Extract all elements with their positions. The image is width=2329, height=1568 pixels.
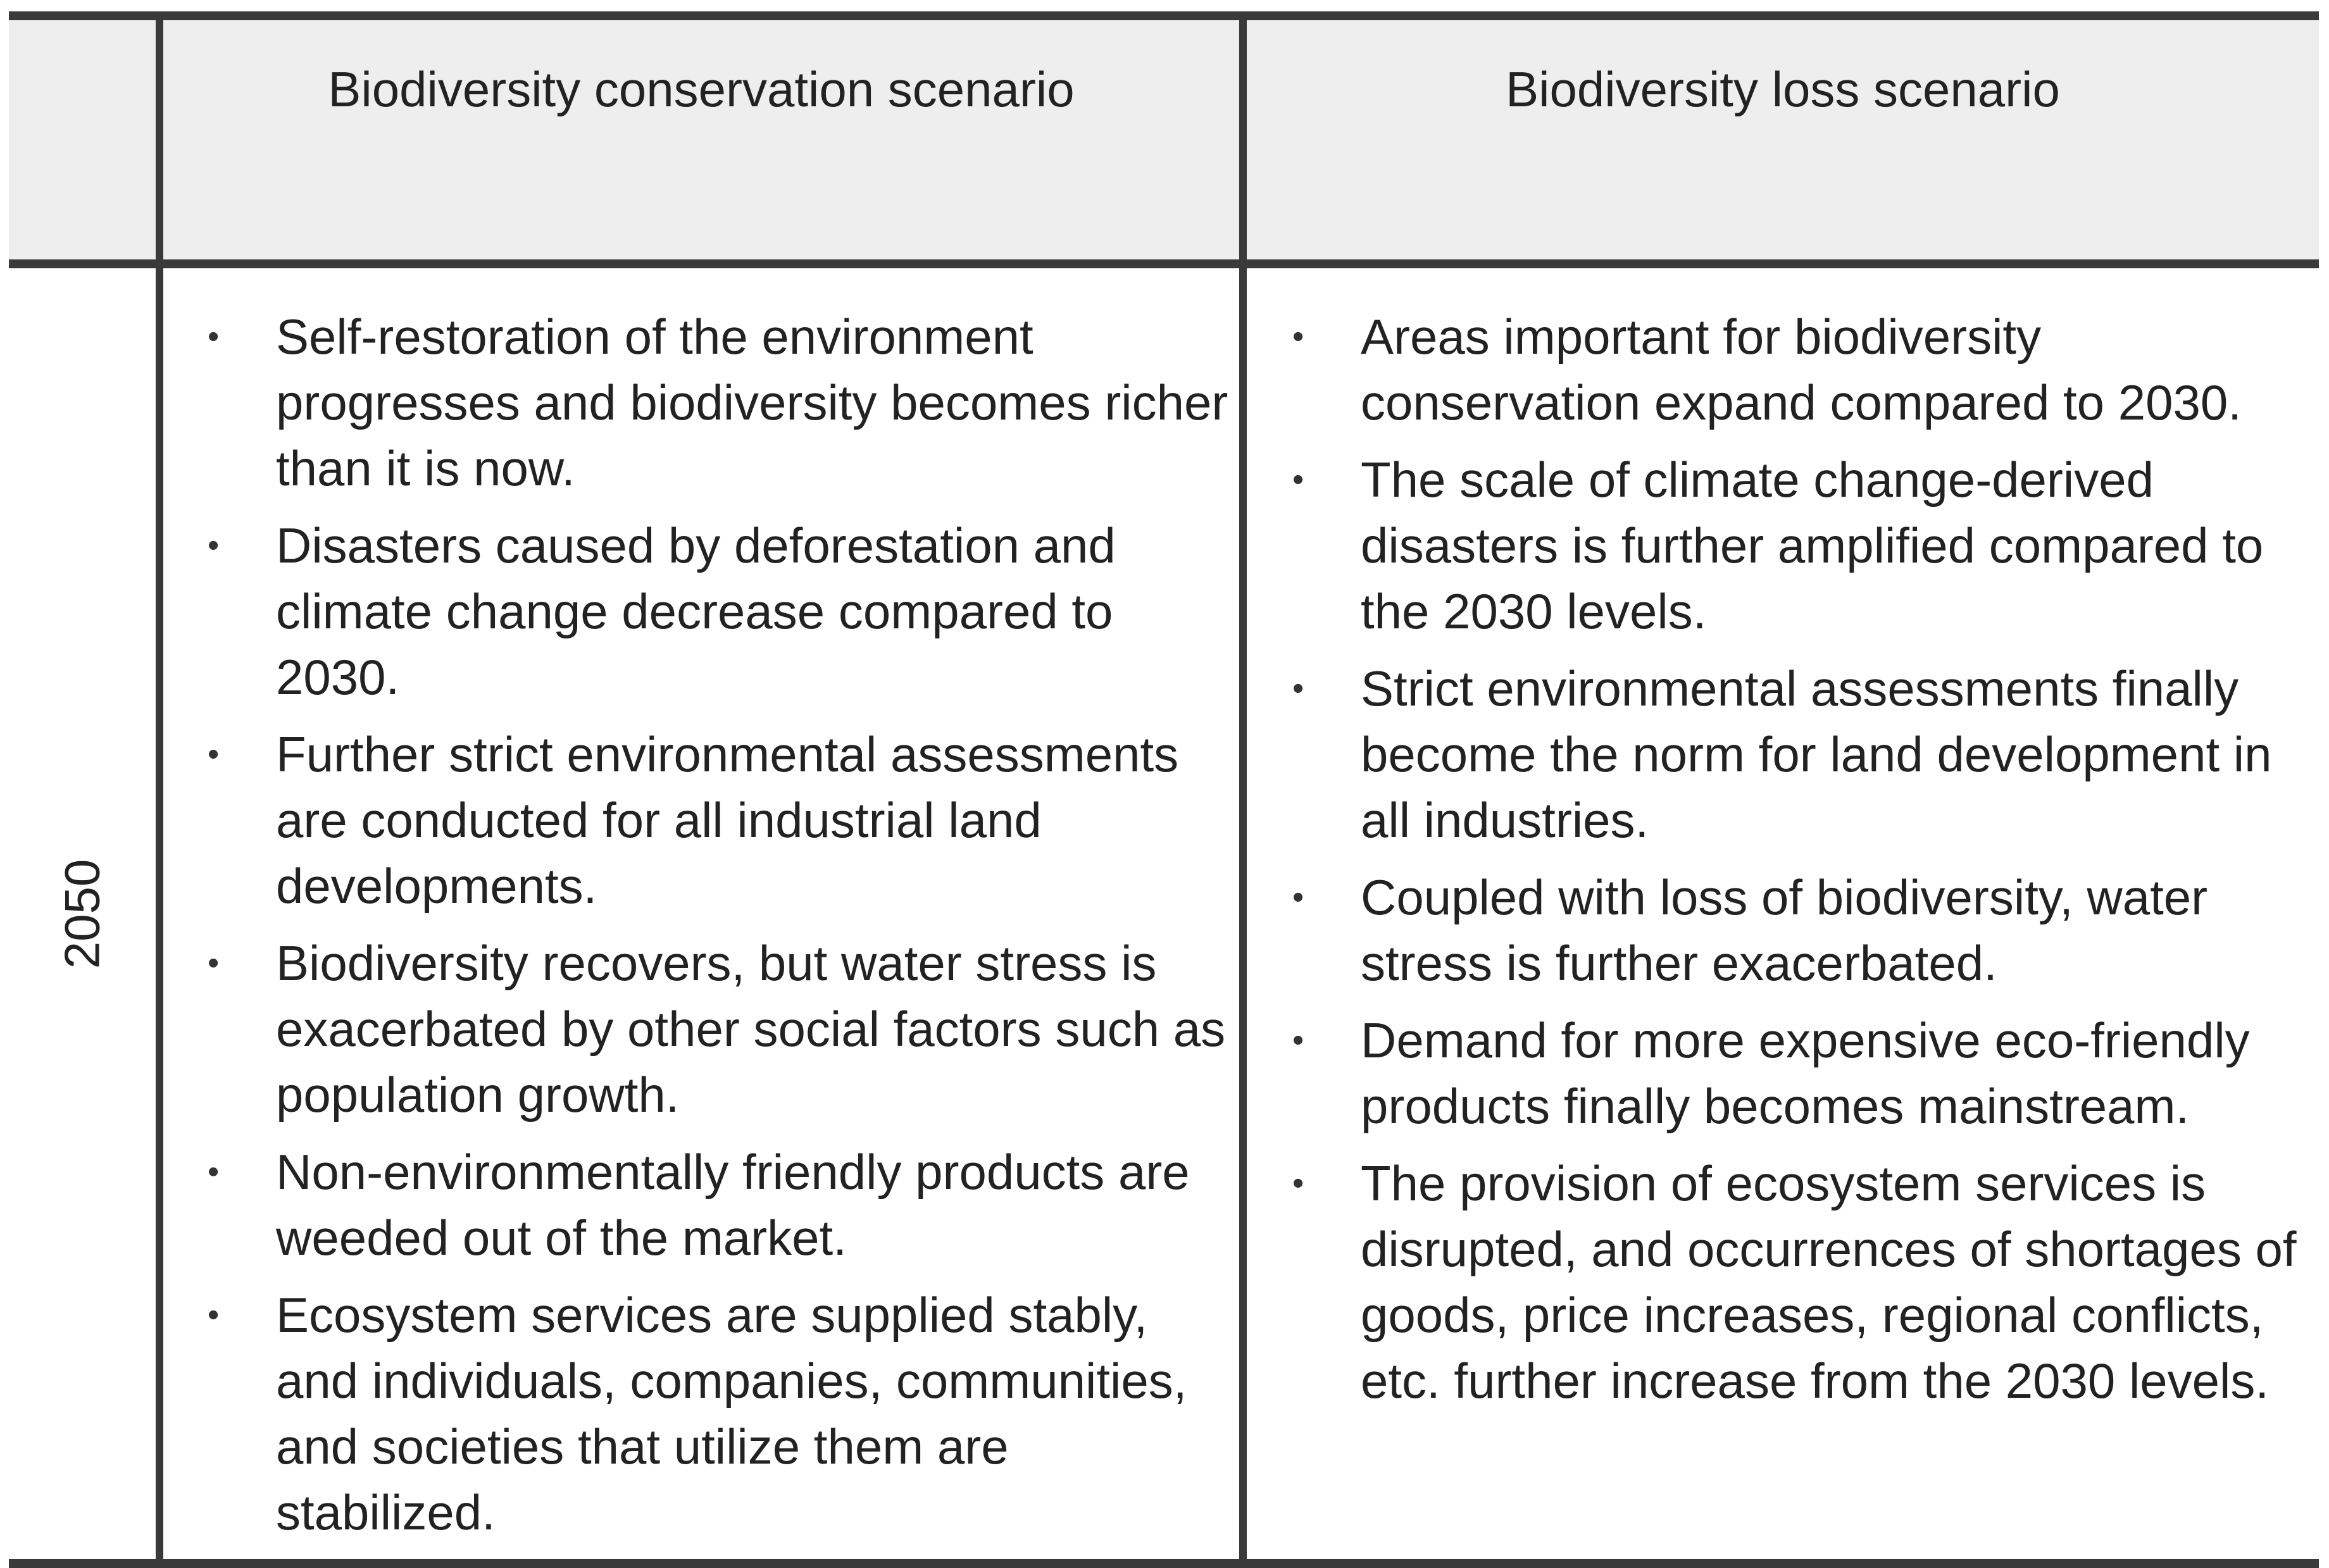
list-item xyxy=(1292,656,2313,853)
list-item xyxy=(208,930,1233,1128)
list-item xyxy=(1292,447,2313,644)
list-item xyxy=(1292,304,2313,435)
list-item-text: The scale of climate change-derived disasters is further amplified compared to the 2030 levels. xyxy=(1361,452,2264,639)
conservation-scenario-cell xyxy=(163,268,1239,1557)
bullet-icon: • xyxy=(1292,670,1304,707)
list-item-text: Ecosystem services are supplied stably, and individuals, companies, communities, and societies that utilize them are stabilized. xyxy=(276,1287,1187,1540)
list-item-text: Coupled with loss of biodiversity, water stress is further exacerbated. xyxy=(1361,869,2208,991)
bullet-icon: • xyxy=(1292,461,1304,498)
list-item-text: Non-environmentally friendly products are weeded out of the market. xyxy=(276,1144,1190,1266)
header-divider-rule xyxy=(9,259,2319,268)
column-divider-2 xyxy=(1239,11,1247,1568)
list-item-text: Biodiversity recovers, but water stress is exacerbated by other social factors such as population growth. xyxy=(276,935,1226,1123)
header-loss-scenario: Biodiversity loss scenario xyxy=(1506,61,2060,117)
list-item xyxy=(1292,1150,2313,1414)
bullet-icon: • xyxy=(208,1297,220,1333)
list-item-text: Further strict environmental assessments are conducted for all industrial land developments. xyxy=(276,726,1179,914)
row-label-cell xyxy=(9,268,156,1559)
header-conservation-scenario: Biodiversity conservation scenario xyxy=(328,61,1075,117)
bottom-rule xyxy=(9,1559,2319,1568)
top-rule xyxy=(9,11,2319,20)
bullet-icon: • xyxy=(208,1154,220,1190)
bullet-icon: • xyxy=(1292,1165,1304,1202)
list-item xyxy=(208,513,1233,710)
bullet-icon: • xyxy=(1292,1022,1304,1059)
list-item xyxy=(208,721,1233,919)
loss-bullet-list xyxy=(1292,304,2313,1414)
list-item-text: Demand for more expensive eco-friendly products finally becomes mainstream. xyxy=(1361,1012,2250,1134)
column-divider-1 xyxy=(156,11,163,1568)
bullet-icon: • xyxy=(208,527,220,564)
list-item xyxy=(1292,864,2313,996)
bullet-icon: • xyxy=(208,736,220,773)
row-label-year: 2050 xyxy=(54,859,110,969)
list-item-text: Self-restoration of the environment progresses and biodiversity becomes richer than it is now. xyxy=(276,309,1228,496)
list-item xyxy=(208,1139,1233,1271)
list-item xyxy=(208,1282,1233,1545)
list-item xyxy=(208,304,1233,501)
bullet-icon: • xyxy=(208,945,220,981)
bullet-icon: • xyxy=(208,318,220,355)
bullet-icon: • xyxy=(1292,879,1304,916)
bullet-icon: • xyxy=(1292,318,1304,355)
list-item-text: Areas important for biodiversity conservation expand compared to 2030. xyxy=(1361,309,2242,430)
scenario-table xyxy=(9,11,2319,1562)
list-item-text: The provision of ecosystem services is disrupted, and occurrences of shortages of goods, price increases, regional conflicts, etc. further increase from the 2030 levels. xyxy=(1361,1155,2297,1409)
list-item-text: Disasters caused by deforestation and climate change decrease compared to 2030. xyxy=(276,518,1116,705)
list-item-text: Strict environmental assessments finally become the norm for land development in all industries. xyxy=(1361,661,2272,848)
list-item xyxy=(1292,1007,2313,1139)
loss-scenario-cell xyxy=(1247,268,2319,1425)
conservation-bullet-list xyxy=(208,304,1233,1545)
